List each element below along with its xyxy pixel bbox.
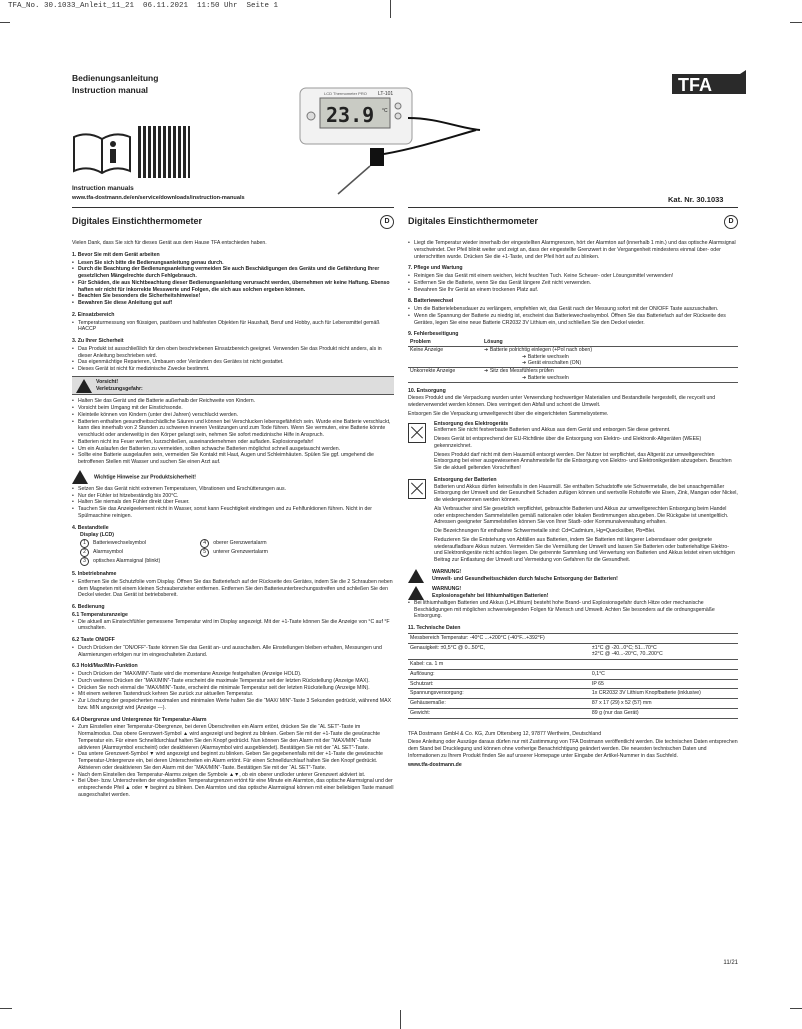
list-item: • Das untere Grenzwert-Symbol ▼ wird angezeigt und beginnt zu blinken. Geben Sie gegebenenfalls mit der +1-Taste die gewünschte Temperatur-Untergrenze ein, bei deren Unterschreiten ein Alarm ertönt. Für einen Schnelldurchlauf halten Sie den Knopf gedrückt. Aktivieren oder deaktivieren Sie den Alarm mit der “MAX/MIN”-Taste. Bestätigen Sie mit der “AL SET”-Taste. [78, 751, 394, 771]
manuals-url[interactable]: www.tfa-dostmann.de/en/service/downloads/instruction-manuals [72, 195, 245, 201]
tech-key: Kabel: ca. 1 m [408, 660, 590, 670]
tfa-logo-icon [668, 70, 748, 98]
subsection-heading: 6.4 Obergrenze und Untergrenze für Temperatur-Alarm [72, 716, 207, 723]
section-heading: 6. Bedienung [72, 604, 105, 610]
warning-block [408, 586, 738, 600]
lcd-number: 4 [200, 539, 209, 548]
list-item: • Bewahren Sie Ihr Gerät an einem trockenen Platz auf. [414, 287, 738, 294]
tech-data-table [408, 633, 738, 719]
list [72, 619, 394, 633]
device-brand: LCD Thermometer PRO [324, 91, 367, 96]
tech-value: 0,1°C [590, 669, 738, 679]
list-item: • Durch weiteres Drücken der “MAX/MIN”-Taste erscheint die maximale Temperatur seit der letzten Rückstellung (Anzeige MAX). [78, 678, 394, 685]
table-header-cell: Problem [410, 339, 431, 345]
table-row [408, 354, 738, 361]
list-item: • Setzen Sie das Gerät nicht extremen Temperaturen, Vibrationen und Erschütterungen aus. [78, 486, 394, 493]
solution-cell [482, 346, 738, 353]
warning-title: WARNUNG! [432, 568, 462, 575]
list-item: • Für Schäden, die aus Nichtbeachtung dieser Bedienungsanleitung verursacht werden, übernehmen wir keine Haftung. Ebenso haften wir nicht für inkorrekte Messwerte und Folgen, die sich aus solchen ergeben können. [78, 280, 394, 294]
section-heading: 7. Pflege und Wartung [408, 265, 463, 272]
list-item: • Batterien nicht ins Feuer werfen, kurzschließen, auseinandernehmen oder aufladen. Explosionsgefahr! [78, 439, 394, 446]
tech-value [590, 633, 738, 643]
list-item: • Entfernen Sie die Batterie, wenn Sie das Gerät längere Zeit nicht verwenden. [414, 280, 738, 287]
lcd-label: unterer Grenzwertalarm [213, 549, 268, 555]
problem-cell: Keine Anzeige [410, 346, 444, 353]
list-item: • Bei lithiumhaltigen Batterien und Akkus (Li=Lithium) besteht hohe Brand- und Explosionsgefahr durch Hitze oder mechanische Beschädigungen mit möglichen schwerwiegenden Folgen für Mensch und Umwelt. Achten Sie besonders auf die ordnungsgemäße Entsorgung. [414, 600, 738, 620]
crop-mark [790, 22, 802, 23]
table-row [408, 708, 738, 718]
paragraph: Dieses Gerät ist entsprechend der EU-Richtlinie über die Entsorgung von Elektro- und Elektronik-Altgeräten (WEEE) gekennzeichnet. [434, 436, 702, 449]
website-link[interactable]: www.tfa-dostmann.de [408, 761, 462, 768]
paragraph: Reduzieren Sie die Entstehung von Abfällen aus Batterien, indem Sie Batterien mit längerer Lebensdauer oder geeignete wiederaufladbare Akkus nutzen. Vermeiden Sie die Vermüllung der Umwelt und lassen Sie Batterien oder batteriehaltige Elektro- und Elektronikgeräte nicht achtlos liegen. Die getrennte Sammlung und Verwertung von Batterien und Akkus leistet einen wichtigen Beitrag zur Entlastung der Umwelt und Vermeidung von Gefahren für die Gesundheit. [434, 536, 735, 563]
list-item: • Durch Drücken der “MAX/MIN”-Taste wird die momentane Anzeige festgehalten (Anzeige HOLD). [78, 671, 394, 678]
warning-icon [408, 569, 424, 583]
lcd-number: 1 [80, 539, 89, 548]
list-item: • Kleinteile können von Kindern (unter drei Jahren) verschluckt werden. [78, 412, 394, 419]
list [72, 398, 394, 466]
lcd-item [80, 548, 160, 557]
paragraph: Dieses Produkt darf nicht mit dem Hausmüll entsorgt werden. Der Nutzer ist verpflichtet, das Altgerät zur umweltgerechten Entsorgung bei einer ausgewiesenen Annahmestelle für die Entsorgung von Elektro- und Elektronikgeräten abzugeben. Beachten Sie die aktuell geltenden Vorschriften! [434, 451, 732, 471]
warning-icon [76, 379, 92, 393]
tech-value [590, 660, 738, 670]
problem-cell [408, 354, 482, 361]
tech-value: 87 x 17 (29) x 52 (57) mm [590, 699, 738, 709]
table-row [408, 679, 738, 689]
list-item: • Batterien enthalten gesundheitsschädliche Säuren und können bei Verschlucken lebensgefährlich sein. Wurde eine Batterie verschluckt, kann dies innerhalb von 2 Stunden zu schweren inneren Verätzungen und zum Tode führen. Wenn Sie vermuten, eine Batterie könnte verschluckt oder anderweitig in den Körper gelangt sein, nehmen Sie sofort medizinische Hilfe in Anspruch. [78, 419, 394, 439]
list-item: • Halten Sie das Gerät und die Batterie außerhalb der Reichweite von Kindern. [78, 398, 394, 405]
solution-text: Batterie wechseln [527, 374, 569, 381]
arrow-icon: ➜ [484, 346, 489, 353]
table-row [408, 633, 738, 643]
legal-notice: Diese Anleitung oder Auszüge daraus dürfen nur mit Zustimmung von TFA Dostmann veröffentlicht werden. Die technischen Daten entsprechen dem Stand bei Drucklegung und können ohne vorherige Benachrichtigung geändert werden. Die neuesten technischen Daten und Informationen zu Ihrem Produkt finden Sie auf unserer Homepage unter Eingabe der Artikel-Nummer in das Suchfeld. [408, 739, 738, 759]
language-badge: D [724, 215, 738, 229]
lcd-label: Alarmsymbol [93, 549, 123, 555]
list-item: • Lesen Sie sich bitte die Bedienungsanleitung genau durch. [78, 260, 394, 267]
subsection-heading: 6.1 Temperaturanzeige [72, 611, 128, 618]
catalog-number: Kat. Nr. 30.1033 [668, 195, 724, 204]
arrow-icon: ➜ [522, 353, 527, 360]
list-item: • Temperaturmessung von flüssigen, pastösen und halbfesten Objekten für Haushalt, Beruf und Hobby, auch für Lebensmittel gemäß HACCP [78, 320, 394, 334]
paragraph: Entfernen Sie nicht festverbaute Batterien und Akkus aus dem Gerät und entsorgen Sie diese getrennt. [434, 427, 671, 434]
list-item: • Nach dem Einstellen des Temperatur-Alarms zeigen die Symbole ▲▼, ob ein oberer und/oder unterer Grenzwert aktiviert ist. [78, 772, 394, 779]
table-header [408, 339, 738, 346]
device-reading: 23.9 [326, 103, 375, 127]
device-illustration [298, 78, 484, 196]
lcd-item [80, 557, 160, 566]
language-badge: D [380, 215, 394, 229]
paragraph: Entsorgen Sie die Verpackung umweltgerecht über die eingerichteten Sammelsysteme. [408, 410, 609, 417]
section-heading: 3. Zu Ihrer Sicherheit [72, 338, 124, 344]
paragraph: Dieses Produkt und die Verpackung wurden unter Verwendung hochwertiger Materialien und Bestandteile hergestellt, die recycelt und wiederverwendet werden können. Dies verringert den Abfall und schont die Umwelt. [408, 395, 716, 408]
warning-bar [72, 376, 394, 396]
crossed-bin-icon [408, 423, 426, 443]
warning-icon [408, 586, 424, 600]
crossed-bin-icon [408, 479, 426, 499]
lcd-legend [80, 539, 394, 566]
arrow-icon: ➜ [522, 360, 527, 367]
lcd-number: 5 [200, 548, 209, 557]
list-item: • Tauchen Sie das Anzeigeelement nicht in Wasser, sonst kann Feuchtigkeit eindringen und zu Fehlfunktionen führen. Nicht in der Spülmaschine reinigen. [78, 506, 394, 520]
problem-cell: Unkorrekte Anzeige [410, 368, 456, 374]
lcd-item [200, 539, 268, 548]
table-row [408, 360, 738, 367]
list [72, 645, 394, 659]
tech-key: Auflösung: [408, 669, 590, 679]
right-column-title: Digitales Einstichthermometer [408, 216, 539, 226]
lcd-label: Batteriewechselsymbol [93, 540, 147, 546]
safety-heading [72, 470, 394, 484]
solution-text: Sitz des Messfühlers prüfen [489, 368, 554, 374]
warning-title: Vorsicht! [96, 378, 119, 385]
list [72, 671, 394, 712]
lcd-number: 3 [80, 557, 89, 566]
tech-key: Messbereich Temperatur: -40°C ...+200°C (-40°F...+392°F) [408, 633, 590, 643]
list-item: • Reinigen Sie das Gerät mit einem weichen, leicht feuchten Tuch. Keine Scheuer- oder Lösungsmittel verwenden! [414, 273, 738, 280]
lcd-number: 2 [80, 548, 89, 557]
lcd-subheading: Display (LCD) [80, 532, 115, 539]
warning-block [408, 569, 738, 583]
tech-key: Gewicht: [408, 708, 590, 718]
lcd-label: oberer Grenzwertalarm [213, 540, 267, 546]
list-item: • Um ein Auslaufen der Batterien zu vermeiden, sollten schwache Batterien möglichst schnell ausgetauscht werden. [78, 446, 394, 453]
paragraph: Als Verbraucher sind Sie gesetzlich verpflichtet, gebrauchte Batterien und Akkus zur umweltgerechten Entsorgung beim Handel oder entsprechenden Sammelstellen gemäß nationalen oder lokalen Bestimmungen abzugeben. Die Rückgabe ist unentgeltlich. Adressen geeigneter Sammelstellen können Sie von Ihrer Stadt- oder Kommunalverwaltung erhalten. [434, 505, 729, 526]
list [72, 260, 394, 307]
problem-cell [408, 360, 482, 367]
list-item: • Liegt die Temperatur wieder innerhalb der eingestellten Alarmgrenzen, hört der Alarmton auf (innerhalb 1 min.) und das optische Alarmsignal verschwindet. Der Pfeil blinkt weiter und zeigt an, dass der eingestellte Grenzwert in der Vergangenheit mindestens einmal über- oder unterschritten wurde. Drücken Sie die +1-Taste, und der Pfeil hört auf zu blinken. [414, 240, 738, 260]
print-header: TFA_No. 30.1033_Anleit_11_21 06.11.2021 11:50 Uhr Seite 1 [8, 2, 279, 10]
left-column-title: Digitales Einstichthermometer [72, 216, 203, 226]
right-column [408, 240, 738, 768]
table-row [408, 346, 738, 353]
list-item: • Das Produkt ist ausschließlich für den oben beschriebenen Einsatzbereich geeignet. Verwenden Sie das Produkt nicht anders, als in dieser Anleitung beschrieben wird. [78, 346, 394, 360]
warning-text: Umwelt- und Gesundheitsschäden durch falsche Entsorgung der Batterien! [432, 575, 618, 582]
lcd-legend-col [80, 539, 160, 566]
warning-icon [72, 470, 88, 484]
tech-value: 1x CR2032 3V Lithium Knopfbatterie (inklusive) [590, 689, 738, 699]
solution-cell [482, 360, 738, 367]
tech-value: ±1°C @ -20...0°C; 51...70°C ±2°C @ -40...-20°C, 70..200°C [590, 643, 738, 660]
section-heading: 11. Technische Daten [408, 625, 461, 631]
device-unit: °C [382, 108, 388, 114]
crop-mark [0, 22, 10, 23]
section-heading: 8. Batteriewechsel [408, 298, 454, 305]
divider [72, 207, 394, 208]
section-heading: 10. Entsorgung [408, 387, 446, 394]
solution-text: Gerät einschalten (ON) [527, 360, 582, 367]
section-heading: 4. Bestandteile [72, 524, 109, 531]
list [72, 724, 394, 798]
table-header-cell: Lösung [484, 339, 503, 345]
divider [408, 207, 738, 208]
list-item: • Durch die Beachtung der Bedienungsanleitung vermeiden Sie auch Beschädigungen des Geräts und die Gefährdung Ihrer gesetzlichen Mängelrechte durch Fehlgebrauch. [78, 266, 394, 280]
paragraph: Die Bezeichnungen für enthaltene Schwermetalle sind: Cd=Cadmium, Hg=Quecksilber, Pb=Blei. [434, 528, 656, 534]
disposal-text [434, 421, 738, 474]
tech-value: IP 65 [590, 679, 738, 689]
table-row [408, 643, 738, 660]
disposal-block [408, 477, 738, 566]
tech-key: Schutzart: [408, 679, 590, 689]
lcd-item [80, 539, 160, 548]
list-item: • Vorsicht beim Umgang mit der Einstichsonde. [78, 405, 394, 412]
list-item: • Wenn die Spannung der Batterie zu niedrig ist, erscheint das Batteriewechselsymbol. Öffnen Sie das Batteriefach auf der Rückseite des Gerätes, legen Sie eine neue Batterie CR2032 3V Lithium ein, und schließen Sie den Deckel wieder. [414, 313, 738, 327]
solution-cell [482, 354, 738, 361]
cover-title-en: Instruction manual [72, 85, 149, 95]
book-info-icon [72, 131, 132, 175]
list [72, 579, 394, 599]
paragraph: Batterien und Akkus dürfen keinesfalls in den Hausmüll. Sie enthalten Schadstoffe wie Schwermetalle, die bei unsachgemäßer Entsorgung der Umwelt und der Gesundheit Schaden zufügen können und wertvolle Rohstoffe wie Eisen, Zink, Mangan oder Nickel, die wiedergewonnen werden können. [434, 483, 738, 503]
list-item: • Das eigenmächtige Reparieren, Umbauen oder Verändern des Gerätes ist nicht gestattet. [78, 359, 394, 366]
intro: Vielen Dank, dass Sie sich für dieses Gerät aus dem Hause TFA entschieden haben. [72, 240, 267, 246]
safety-heading-text: Wichtige Hinweise zur Produktsicherheit! [94, 474, 196, 481]
table-row [408, 660, 738, 670]
list-item: • Bei Über- bzw. Unterschreiten der eingestellten Temperaturgrenzen ertönt für eine Minute ein Alarmton, das optische Alarmsignal und der entsprechende Pfeil ▲ oder ▼ beginnt zu blinken. Den Alarmton und das optische Alarmsignal können mit einer beliebigen Taste manuell ausgeschaltet werden. [78, 778, 394, 798]
section-heading: 2. Einsatzbereich [72, 311, 115, 318]
list [72, 486, 394, 520]
solution-cell [482, 375, 738, 382]
warning-subtitle: Verletzungsgefahr: [96, 385, 143, 392]
table-row [408, 375, 738, 382]
page-number: 11/21 [723, 960, 738, 966]
list-item: • Beachten Sie besonders die Sicherheitshinweise! [78, 293, 394, 300]
tech-key: Gehäusemaße: [408, 699, 590, 709]
section-heading: 5. Inbetriebnahme [72, 571, 117, 577]
list-item: • Halten Sie niemals den Fühler direkt über Feuer. [78, 499, 394, 506]
list-item: • Sollte eine Batterie ausgelaufen sein, vermeiden Sie Kontakt mit Haut, Augen und Schleimhäuten. Spülen Sie ggf. umgehend die betroffenen Stellen mit Wasser und suchen Sie einen Arzt auf. [78, 452, 394, 466]
table-row [408, 699, 738, 709]
table-row [408, 689, 738, 699]
tech-key: Spannungsversorgung: [408, 689, 590, 699]
crop-mark [0, 1008, 12, 1009]
list-item: • Zum Einstellen einer Temperatur-Obergrenze, bei deren Überschreiten ein Alarm ertönt, drücken Sie die “AL SET”-Taste im Normalmodus. Das obere Grenzwert-Symbol ▲ wird angezeigt und beginnt zu blinken. Geben Sie mit der +1-Taste die gewünschte Temperatur ein. Für einen Schnelldurchlauf halten Sie den Knopf gedrückt. Nun können Sie den Alarm mit der “MAX/MIN”-Taste aktivieren (Alarmsymbol erscheint) oder deaktivieren (Alarmsymbol wird ausgeblendet). Bestätigen Sie mit der “AL SET”-Taste. [78, 724, 394, 751]
logo-text: TFA [678, 75, 712, 95]
manuals-title: Instruction manuals [72, 185, 134, 192]
disposal-text [434, 477, 738, 566]
table-row [408, 669, 738, 679]
section-heading: 9. Fehlerbeseitigung [408, 331, 459, 338]
cover-title-de: Bedienungsanleitung [72, 73, 159, 83]
disposal-heading: Entsorgung der Batterien [434, 476, 497, 483]
lcd-label: optisches Alarmsignal (blinkt) [93, 558, 161, 564]
troubleshooting-table [408, 339, 738, 383]
solution-cell [482, 368, 738, 375]
list [72, 320, 394, 334]
warning-title: WARNUNG! [432, 586, 462, 593]
arrow-icon: ➜ [522, 374, 527, 381]
list-item: • Zur Löschung der gespeicherten maximalen und minimalen Werte halten Sie die “MAX/ MIN”-Taste 3 Sekunden gedrückt, während MAX bzw. MIN angezeigt wird (Anzeige ---). [78, 698, 394, 712]
crop-mark [400, 1010, 401, 1029]
list [408, 240, 738, 260]
list-item: • Dieses Gerät ist nicht für medizinische Zwecke bestimmt. [78, 366, 394, 373]
subsection-heading: 6.2 Taste ON/OFF [72, 637, 115, 643]
disposal-heading: Entsorgung des Elektrogeräts [434, 420, 509, 427]
list-item: • Durch Drücken der “ON/OFF”-Taste können Sie das Gerät an- und ausschalten. Alle Einstellungen bleiben erhalten, Messungen und Alarmierungen erfolgen nur im eingeschalteten Zustand. [78, 645, 394, 659]
left-column [72, 240, 394, 801]
crop-mark [790, 1008, 802, 1009]
list [408, 600, 738, 620]
arrow-icon: ➜ [484, 368, 489, 374]
list [408, 306, 738, 326]
device-model: LT-101 [378, 91, 394, 97]
list-item: • Die aktuell am Einstechfühler gemessene Temperatur wird im Display angezeigt. Mit der +1-Taste können Sie die Anzeige von °C auf °F umschalten. [78, 619, 394, 633]
problem-cell [408, 375, 482, 382]
lcd-legend-col [200, 539, 268, 566]
list-item: • Mit einem weiteren Tastendruck kehren Sie zurück zur aktuellen Temperatur. [78, 691, 394, 698]
tech-key: Genauigkeit: ±0,5°C @ 0...50°C, [408, 643, 590, 660]
list [72, 346, 394, 373]
warning-text: Explosionsgefahr bei lithiumhaltigen Batterien! [432, 593, 549, 599]
lcd-item [200, 548, 268, 557]
list-item: • Entfernen Sie die Schutzfolie vom Display. Öffnen Sie das Batteriefach auf der Rückseite des Gerätes, indem Sie die 2 Schrauben neben dem Magneten mit einem kleinen Schraubenzieher entfernen. Entfernen Sie den Batterieunterbrechungsstreifen und schließen Sie den Deckel wieder. Das Gerät ist betriebsbereit. [78, 579, 394, 599]
company-address: TFA Dostmann GmbH & Co. KG, Zum Ottersberg 12, 97877 Wertheim, Deutschland [408, 730, 602, 737]
qr-code[interactable] [138, 126, 190, 178]
table-row [408, 368, 738, 375]
list-item: • Bewahren Sie diese Anleitung gut auf! [78, 300, 394, 307]
solution-text: Batterie wechseln [527, 353, 569, 360]
section-heading: 1. Bevor Sie mit dem Gerät arbeiten [72, 251, 160, 258]
list-item: • Drücken Sie noch einmal die “MAX/MIN”-Taste, erscheint die minimale Temperatur seit der letzten Rückstellung (Anzeige MIN). [78, 685, 394, 692]
list-item: • Nur der Fühler ist hitzebeständig bis 200°C. [78, 493, 394, 500]
list-item: • Um die Batterielebensdauer zu verlängern, empfehlen wir, das Gerät nach der Messung sofort mit der ON/OFF Taste auszuschalten. [414, 306, 738, 313]
crop-mark [390, 0, 391, 18]
subsection-heading: 6.3 Hold/Max/Min-Funktion [72, 663, 138, 670]
disposal-block [408, 421, 738, 474]
list [408, 273, 738, 293]
solution-text: Batterie polrichtig einlegen (+Pol nach oben) [489, 346, 593, 353]
tech-value: 89 g (nur das Gerät) [590, 708, 738, 718]
